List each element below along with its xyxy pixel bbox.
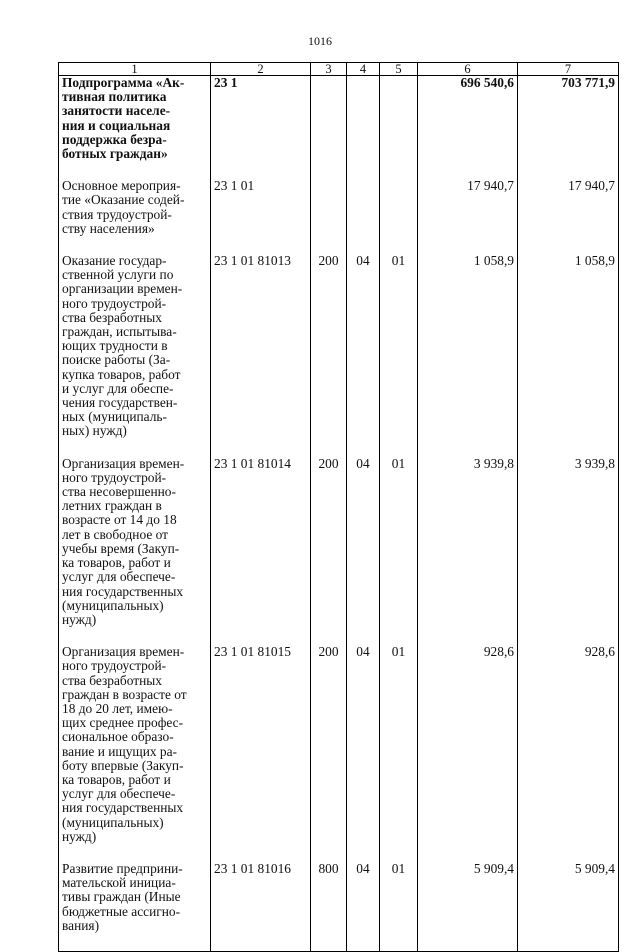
amount-year1-cell: 3 939,8 — [418, 457, 518, 645]
program-name-line: ка товаров, работ и — [62, 771, 171, 787]
program-name-line: поддержка безра- — [62, 131, 167, 147]
program-name-cell — [59, 862, 211, 952]
program-name-line: Основное мероприя- — [62, 178, 181, 194]
header-col-2: 2 — [211, 63, 311, 76]
budget-code-cell: 23 1 01 81014 — [211, 457, 311, 645]
subsection-cell — [380, 179, 418, 254]
section-cell: 04 — [347, 645, 380, 862]
amount-year2-cell: 17 940,7 — [518, 179, 619, 254]
budget-code-cell: 23 1 01 81015 — [211, 645, 311, 862]
program-name-line: вание и ищущих ра- — [62, 743, 178, 759]
program-name-line: (муниципальных) — [62, 814, 164, 830]
program-name-line: ства безработных — [62, 672, 162, 688]
program-name-line: ющих трудности в — [62, 338, 168, 354]
program-name-line: (муниципальных) — [62, 597, 164, 613]
table-row — [59, 76, 619, 180]
amount-year2-cell: 3 939,8 — [518, 457, 619, 645]
program-name-line: чения государствен- — [62, 395, 178, 411]
expense-type-cell: 200 — [311, 254, 347, 457]
table-row — [59, 645, 619, 862]
amount-year1-cell: 17 940,7 — [418, 179, 518, 254]
program-name-line: ния государственных — [62, 583, 184, 599]
budget-code-cell: 23 1 01 — [211, 179, 311, 254]
program-name-line: ных) нужд) — [62, 423, 127, 439]
expense-type-cell: 800 — [311, 862, 347, 952]
table-row — [59, 179, 619, 254]
section-cell — [347, 76, 380, 180]
header-col-7: 7 — [518, 63, 619, 76]
section-cell: 04 — [347, 862, 380, 952]
expense-type-cell — [311, 76, 347, 180]
amount-year2-cell: 5 909,4 — [518, 862, 619, 952]
subsection-cell — [380, 76, 418, 180]
program-name-line: услуг для обеспече- — [62, 786, 176, 802]
amount-year1-cell: 1 058,9 — [418, 254, 518, 457]
table-row — [59, 862, 619, 952]
program-name-line: поиске работы (За- — [62, 352, 171, 368]
program-name-line: щих среднее профес- — [62, 715, 184, 731]
amount-year1-cell: 696 540,6 — [418, 76, 518, 180]
program-name-line: граждан, испытыва- — [62, 324, 177, 340]
header-col-5: 5 — [380, 63, 418, 76]
table-row — [59, 254, 619, 457]
program-name-line: сиональное образо- — [62, 729, 174, 745]
program-name-line: ного трудоустрой- — [62, 469, 167, 485]
program-name-line: Организация времен- — [62, 455, 185, 471]
section-cell: 04 — [347, 254, 380, 457]
program-name-line: ка товаров, работ и — [62, 555, 171, 571]
program-name-line: Развитие предприни- — [62, 860, 183, 876]
program-name-line: бюджетные ассигно- — [62, 903, 181, 919]
program-name-line: купка товаров, работ — [62, 366, 181, 382]
table-body — [59, 76, 619, 952]
amount-year2-cell: 928,6 — [518, 645, 619, 862]
program-name-line: ства несовершенно- — [62, 484, 176, 500]
program-name-line: лет в свободное от — [62, 526, 168, 542]
amount-year2-cell: 703 771,9 — [518, 76, 619, 180]
subsection-cell: 01 — [380, 457, 418, 645]
header-row — [59, 63, 619, 76]
program-name-line: ния и социальная — [62, 117, 171, 133]
program-name-line: организации времен- — [62, 281, 183, 297]
program-name-cell — [59, 457, 211, 645]
subsection-cell: 01 — [380, 645, 418, 862]
program-name-line: ства безработных — [62, 309, 162, 325]
header-col-3: 3 — [311, 63, 347, 76]
section-cell — [347, 179, 380, 254]
budget-table — [58, 62, 619, 952]
program-name-line: ного трудоустрой- — [62, 658, 167, 674]
header-col-1: 1 — [59, 63, 211, 76]
program-name-line: ных (муниципаль- — [62, 409, 167, 425]
program-name-line: ствия трудоустрой- — [62, 206, 172, 222]
program-name-line: Оказание государ- — [62, 253, 167, 269]
program-name-line: ботных граждан» — [62, 146, 168, 162]
program-name-line: граждан в возрасте от — [62, 686, 187, 702]
program-name-line: ству населения» — [62, 220, 155, 236]
program-name-line: и услуг для обеспе- — [62, 380, 174, 396]
program-name-line: мательской инициа- — [62, 875, 176, 891]
program-name-line: тивы граждан (Иные — [62, 889, 181, 905]
section-cell: 04 — [347, 457, 380, 645]
table-row — [59, 457, 619, 645]
expense-type-cell — [311, 179, 347, 254]
program-name-line: ного трудоустрой- — [62, 295, 167, 311]
program-name-line: боту впервые (Закуп- — [62, 757, 184, 773]
program-name-line: занятости населе- — [62, 103, 171, 119]
program-name-cell — [59, 179, 211, 254]
header-col-4: 4 — [347, 63, 380, 76]
amount-year2-cell: 1 058,9 — [518, 254, 619, 457]
program-name-line: Организация времен- — [62, 644, 185, 660]
program-name-line: вания) — [62, 917, 100, 933]
program-name-line: возрасте от 14 до 18 — [62, 512, 177, 528]
amount-year1-cell: 928,6 — [418, 645, 518, 862]
program-name-line: учебы время (Закуп- — [62, 540, 180, 556]
program-name-line: нужд) — [62, 611, 97, 627]
header-col-6: 6 — [418, 63, 518, 76]
budget-code-cell: 23 1 — [211, 76, 311, 180]
program-name-line: тивная политика — [62, 89, 167, 105]
program-name-line: летних граждан в — [62, 498, 162, 514]
expense-type-cell: 200 — [311, 645, 347, 862]
expense-type-cell: 200 — [311, 457, 347, 645]
page-number: 1016 — [308, 34, 332, 48]
program-name-cell — [59, 645, 211, 862]
program-name-cell — [59, 254, 211, 457]
program-name-line: 18 до 20 лет, имею- — [62, 700, 173, 716]
program-name-line: нужд) — [62, 828, 97, 844]
program-name-line: ственной услуги по — [62, 267, 174, 283]
budget-code-cell: 23 1 01 81013 — [211, 254, 311, 457]
subsection-cell: 01 — [380, 862, 418, 952]
program-name-line: ния государственных — [62, 800, 184, 816]
budget-code-cell: 23 1 01 81016 — [211, 862, 311, 952]
amount-year1-cell: 5 909,4 — [418, 862, 518, 952]
program-name-line: тие «Оказание содей- — [62, 192, 185, 208]
subsection-cell: 01 — [380, 254, 418, 457]
program-name-line: услуг для обеспече- — [62, 569, 176, 585]
program-name-cell — [59, 76, 211, 180]
program-name-line: Подпрограмма «Ак- — [62, 75, 185, 90]
